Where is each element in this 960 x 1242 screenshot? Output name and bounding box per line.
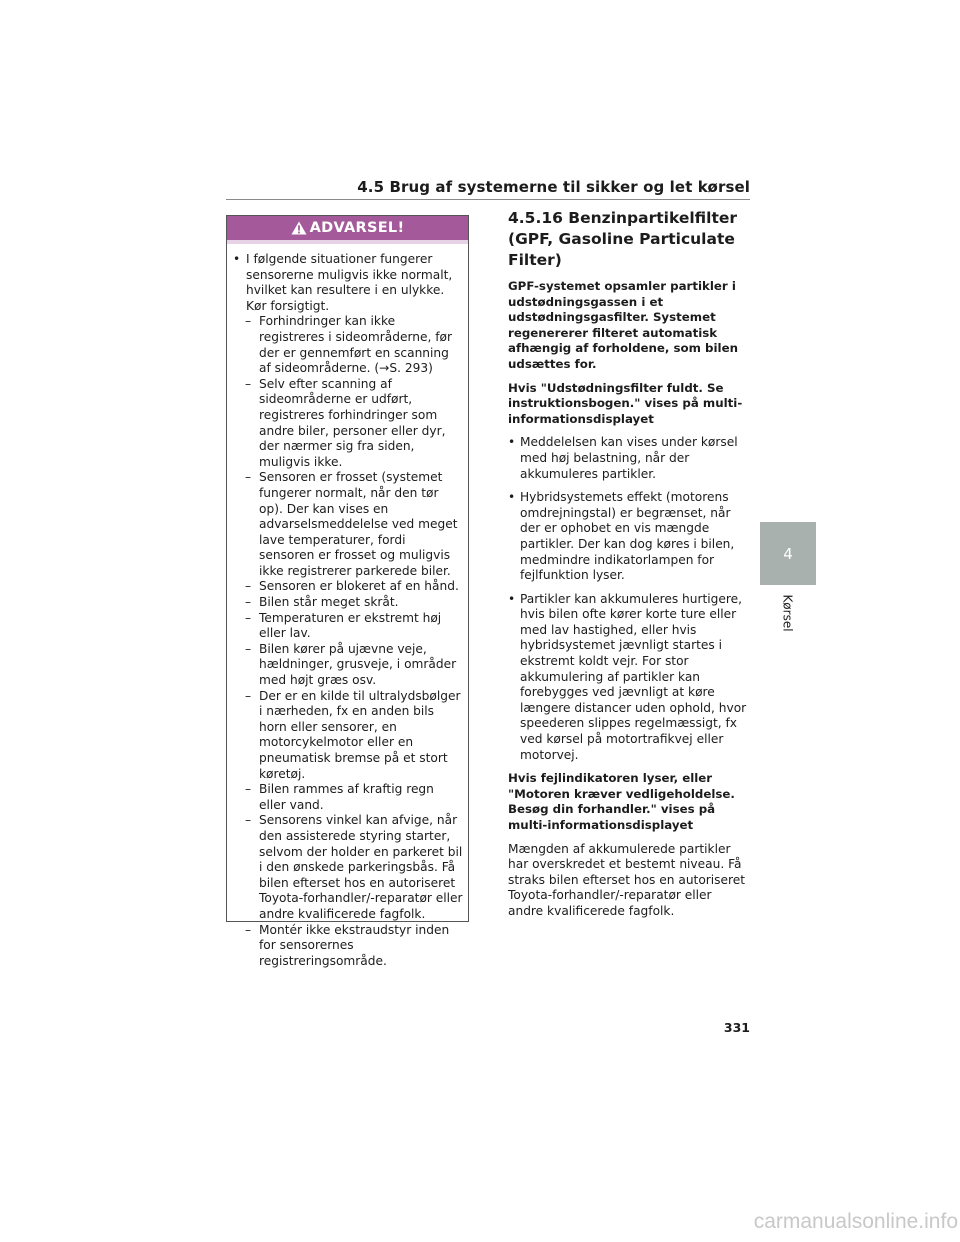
list-item: • Partikler kan akkumuleres hurtigere, hvis bilen ofte kører korte ture eller med lav hastighed, eller hvis hybridsystemet jævnligt startes i ekstremt koldt vejr. For stor akkumulering af partikler kan forebygges ved jævnligt at køre længere distancer uden ophold, hvor speederen slippes regelmæssigt, fx ved kørsel på motortrafikvej eller motorvej. <box>508 591 747 762</box>
section-title: 4.5.16 Benzinpartikelfilter (GPF, Gasoline Particulate Filter) <box>508 209 738 269</box>
warning-list-item: – Selv efter scanning af sideområderne er udført, registreres forhindringer som andre biler, personer eller dyr, der nærmer sig fra siden, muligvis ikke. <box>245 376 446 469</box>
subheading-filter-full: Hvis "Udstødningsfilter fuldt. Se instruktionsbogen." vises på multi-informationsdisplayet <box>508 380 743 426</box>
chapter-label: Kørsel <box>781 594 795 632</box>
chapter-tab <box>760 522 816 585</box>
chapter-number: 4 <box>783 544 793 563</box>
warning-list-item: – Bilen rammes af kraftig regn eller vand. <box>245 782 434 812</box>
warning-list-item: – Sensorens vinkel kan afvige, når den assisterede styring starter, selvom der holder en parkeret bil i den ønskede parkeringsbås. Få bilen efterset hos en autoriseret Toyota-forhandler/-reparatør eller andre kvalificerede fagfolk. <box>245 813 463 921</box>
warning-triangle-icon <box>291 221 307 235</box>
malfunction-paragraph: Mængden af akkumulerede partikler har overskredet et bestemt niveau. Få straks bilen efterset hos en autoriseret Toyota-forhandler/-reparatør eller andre kvalificerede fagfolk. <box>508 841 746 918</box>
warning-intro-text: I følgende situationer fungerer sensorerne muligvis ikke normalt, hvilket kan resultere i en ulykke. Kør forsigtigt. <box>246 252 453 313</box>
warning-list-item: – Der er en kilde til ultralydsbølger i nærheden, fx en anden bils horn eller sensorer, en motorcykelmotor eller en pneumatisk bremse på et stort køretøj. <box>245 688 461 781</box>
warning-list-item: – Temperaturen er ekstremt høj eller lav. <box>245 610 442 641</box>
warning-title: ADVARSEL! <box>309 220 405 236</box>
warning-box <box>226 215 469 968</box>
subheading-malfunction: Hvis fejlindikatoren lyser, eller "Motoren kræver vedligeholdelse. Besøg din forhandler." vises på multi-informationsdisplayet <box>508 771 735 832</box>
page-number: 331 <box>723 1020 750 1035</box>
gpf-section <box>508 208 748 920</box>
warning-list-item: – Sensoren er frosset (systemet fungerer normalt, når den tør op). Der kan vises en advarselsmeddelelse ved meget lave temperaturer, fordi sensoren er frosset og muligvis ikke registrerer parkerede biler. <box>245 470 458 578</box>
warning-list-item: – Forhindringer kan ikke registreres i sideområderne, før der er gennemført en scanning af sideområderne. (→S. 293) <box>245 314 452 376</box>
warning-list-item: – Bilen står meget skråt. <box>245 595 399 610</box>
watermark: carmanualsonline.info <box>753 1210 958 1233</box>
section-header-text: 4.5 Brug af systemerne til sikker og let kørsel <box>357 178 750 196</box>
warning-list <box>231 314 464 969</box>
section-header <box>226 177 750 200</box>
warning-list-item: – Bilen kører på ujævne veje, hældninger, grusveje, i områder med højt græs osv. <box>245 641 457 688</box>
warning-body <box>227 244 468 969</box>
list-item: • Hybridsystemets effekt (motorens omdrejningstal) er begrænset, når der er ophobet en vis mængde partikler. Der kan dog køres i bilen, medmindre indikatorlampen for fejlfunktion lyser. <box>508 490 735 583</box>
list-item: • Meddelelsen kan vises under kørsel med høj belastning, når der akkumuleres partikler. <box>508 435 738 481</box>
bullet-dot: • <box>233 252 241 266</box>
warning-title-bar <box>227 216 468 244</box>
warning-list-item: – Montér ikke ekstraudstyr inden for sensorernes registreringsområde. <box>245 922 450 968</box>
chapter-tab-label <box>760 590 816 636</box>
filter-full-bullets <box>508 435 748 763</box>
section-lead: GPF-systemet opsamler partikler i udstødningsgassen i et udstødningsgasfilter. Systemet regenererer filteret automatisk afhængig af forholdene, som bilen udsættes for. <box>508 279 738 371</box>
warning-list-item: – Sensoren er blokeret af en hånd. <box>245 579 459 594</box>
warning-intro <box>231 252 464 314</box>
